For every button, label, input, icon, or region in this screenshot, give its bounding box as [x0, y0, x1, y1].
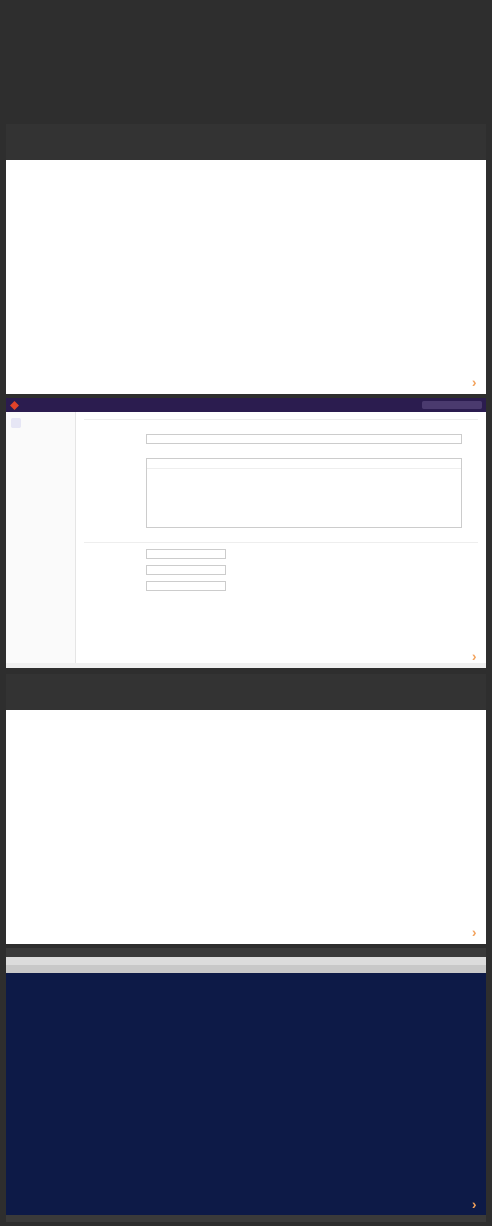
- thumbnail-frame-2: [6, 398, 486, 668]
- slide-title: [6, 124, 486, 160]
- slide-title: [6, 674, 486, 710]
- editor-status-bar: [6, 1215, 486, 1222]
- thumbnail-frame-4: [6, 948, 486, 1222]
- packt-logo: [471, 648, 476, 664]
- editor-menu-bar: [6, 957, 486, 965]
- packt-logo: [471, 374, 476, 390]
- title-input[interactable]: [146, 434, 462, 444]
- labels-label: [84, 581, 146, 583]
- gitlab-topbar: [6, 398, 486, 412]
- sidebar-project[interactable]: [6, 412, 75, 434]
- assignee-label: [84, 549, 146, 551]
- breadcrumb: [84, 415, 478, 420]
- description-label: [84, 458, 146, 460]
- milestone-label: [84, 565, 146, 567]
- gitlab-logo-icon: [10, 401, 19, 410]
- packt-logo: [471, 924, 476, 940]
- thumbnail-frame-3: [6, 674, 486, 944]
- editor-title-bar: [6, 948, 486, 957]
- thumbnail-frame-1: [6, 124, 486, 394]
- project-avatar: [11, 418, 21, 428]
- merge-request-form: [76, 412, 486, 668]
- packt-logo: [471, 1196, 476, 1212]
- project-sidebar: [6, 412, 76, 668]
- media-info-panel: [0, 0, 492, 118]
- description-input[interactable]: [147, 469, 461, 477]
- labels-select[interactable]: [146, 581, 226, 591]
- browser-status-bar: [6, 663, 486, 668]
- editor-tabs: [6, 965, 486, 973]
- assignee-select[interactable]: [146, 549, 226, 559]
- milestone-select[interactable]: [146, 565, 226, 575]
- title-label: [84, 434, 146, 436]
- description-editor[interactable]: [146, 458, 462, 528]
- code-area[interactable]: [6, 973, 486, 976]
- search-input[interactable]: [422, 401, 482, 409]
